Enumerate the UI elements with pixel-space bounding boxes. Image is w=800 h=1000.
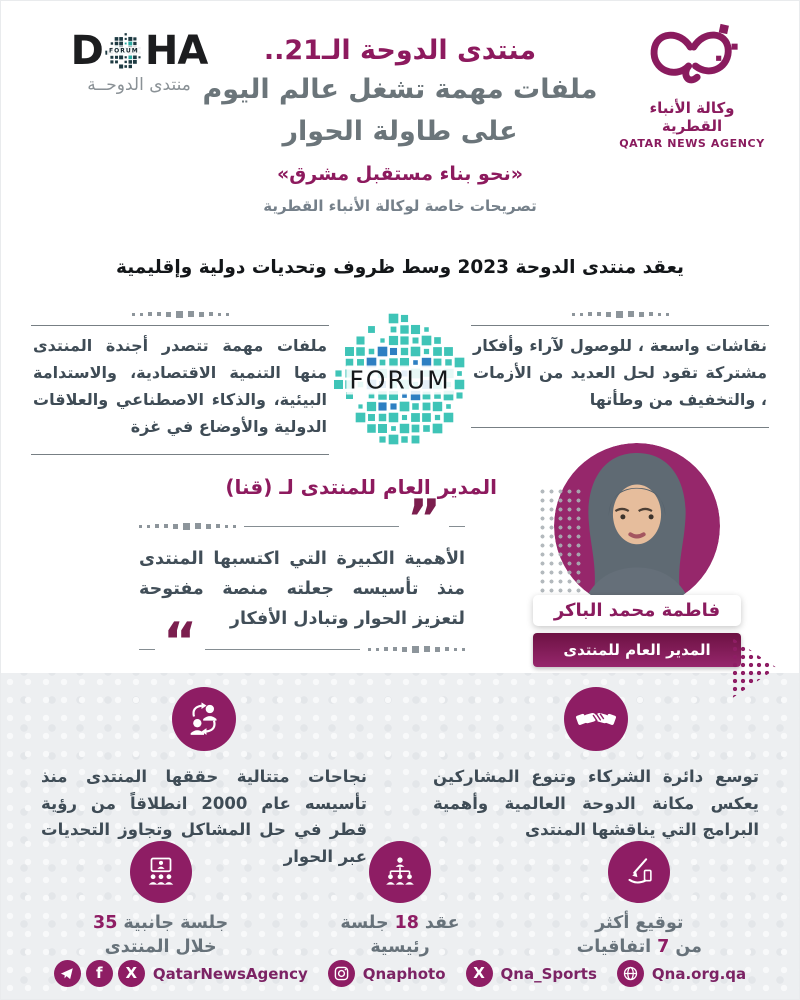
doha-logo-arabic-name: منتدى الدوحــة	[87, 75, 191, 95]
highlight-left-text: ملفات مهمة تتصدر أجندة المنتدى منها التنمية الاقتصادية، والاستدامة البيئية، والذكاء الاصطناعي والعلاقات الدولية والأوضاع في غزة	[33, 336, 327, 436]
stat-agreements	[520, 841, 759, 957]
instagram-icon	[328, 960, 355, 987]
title-subtitle: «نحو بناء مستقبل مشرق»	[276, 163, 524, 186]
social-handle-photo: Qnaphoto	[362, 964, 446, 983]
quote-text: الأهمية الكبيرة التي اكتسبها المنتدى منذ تأسيسه جعلته منصة مفتوحة لتعزيز الحوار وتبادل الأفكار	[139, 549, 465, 629]
achievement-partners-text: توسع دائرة الشركاء وتنوع المشاركين يعكس مكانة الدوحة العالمية وأهمية البرامج التي يناقشها المنتدى	[433, 767, 759, 840]
forum-dots-circle-icon	[105, 32, 143, 70]
quote-heading: المدير العام للمنتدى لـ (قنا)	[225, 475, 497, 499]
highlight-right-text: نقاشات واسعة ، للوصول لآراء وأفكار مشتركة تقود لحل العديد من الأزمات ، والتخفيف من وطأتها	[473, 336, 767, 409]
doha-logo-letters-ha: HA	[144, 28, 208, 74]
org-chart-icon	[369, 841, 431, 903]
qna-logo-english: QATAR NEWS AGENCY	[619, 137, 765, 150]
website-label: Qna.org.qa	[651, 964, 747, 983]
highlight-right-block	[471, 309, 769, 428]
lead-text: يعقد منتدى الدوحة 2023 وسط ظروف وتحديات دولية وإقليمية	[116, 257, 684, 278]
stat-label: عقد	[424, 913, 460, 933]
qna-heart-icon	[640, 23, 744, 97]
stat-label: توقيع أكثر	[595, 913, 684, 933]
stat-label: جلسة	[340, 913, 389, 933]
stat-label: من	[675, 937, 702, 957]
main-title-line2: ملفات مهمة تشغل عالم اليوم	[202, 74, 598, 106]
dots-divider	[471, 309, 769, 319]
person-avatar	[554, 443, 720, 609]
social-handle-sports: Qna_Sports	[500, 964, 597, 983]
social-bar	[1, 960, 799, 987]
person-title: المدير العام للمنتدى	[563, 641, 711, 659]
highlight-left-block	[31, 309, 329, 455]
quote-open-mark-icon: “	[163, 612, 198, 673]
facebook-glyph: f	[96, 964, 103, 982]
divider-line	[244, 526, 399, 527]
main-title-line3: على طاولة الحوار	[282, 116, 518, 148]
stat-number: 35	[93, 913, 118, 933]
social-handle-main: QatarNewsAgency	[152, 964, 308, 983]
forum-mini-label: FORUM	[109, 47, 139, 55]
person-title-bar	[533, 633, 741, 667]
person-name: فاطمة محمد الباكر	[533, 595, 741, 626]
stat-sublabel: خلال المنتدى	[104, 937, 217, 957]
x-glyph: X	[473, 964, 485, 982]
x-sports-icon	[466, 960, 493, 987]
person-card	[533, 443, 741, 667]
telegram-icon	[54, 960, 81, 987]
title-tagline: تصريحات خاصة لوكالة الأنباء القطرية	[263, 197, 537, 216]
title-block	[171, 33, 629, 215]
x-icon	[118, 960, 145, 987]
facebook-icon	[86, 960, 113, 987]
doha-logo-letter-d: D	[70, 28, 103, 74]
stats-row	[41, 841, 759, 957]
stat-side-sessions	[41, 841, 280, 957]
handshake-icon	[564, 687, 628, 751]
people-exchange-icon	[172, 687, 236, 751]
quote-close-mark-icon: ”	[406, 489, 441, 549]
pixel-decoration	[538, 487, 582, 595]
bottom-section	[1, 673, 799, 999]
dots-divider	[368, 644, 465, 654]
main-title-line1: منتدى الدوحة الـ21..	[263, 35, 537, 66]
achievement-successes-text: نجاحات متتالية حققها المنتدى منذ تأسيسه عام 2000 انطلاقاً من رؤية قطر في حل المشاكل وتجاوز التحديات عبر الحوار	[41, 767, 367, 867]
forum-badge-label: FORUM	[346, 366, 453, 395]
qna-logo	[617, 23, 767, 150]
quote-section	[41, 461, 759, 691]
qna-logo-arabic: وكالة الأنباء القطرية	[649, 99, 735, 135]
signing-pen-icon	[608, 841, 670, 903]
x-glyph: X	[125, 964, 138, 982]
dots-divider	[139, 521, 236, 531]
meeting-screen-icon	[130, 841, 192, 903]
dots-divider	[31, 309, 329, 319]
stat-label: اتفاقيات	[576, 937, 652, 957]
quote-box	[139, 489, 465, 673]
stat-label: جلسة جانبية	[123, 913, 229, 933]
divider-line	[139, 649, 155, 650]
stat-main-sessions	[280, 841, 519, 957]
divider-line	[205, 649, 360, 650]
forum-badge	[333, 313, 467, 447]
divider-line	[449, 526, 465, 527]
globe-icon	[617, 960, 644, 987]
divider-line	[31, 454, 329, 455]
stat-number: 18	[394, 913, 419, 933]
stat-number: 7	[657, 937, 670, 957]
divider-line	[471, 427, 769, 428]
stat-sublabel: رئيسية	[370, 937, 430, 957]
